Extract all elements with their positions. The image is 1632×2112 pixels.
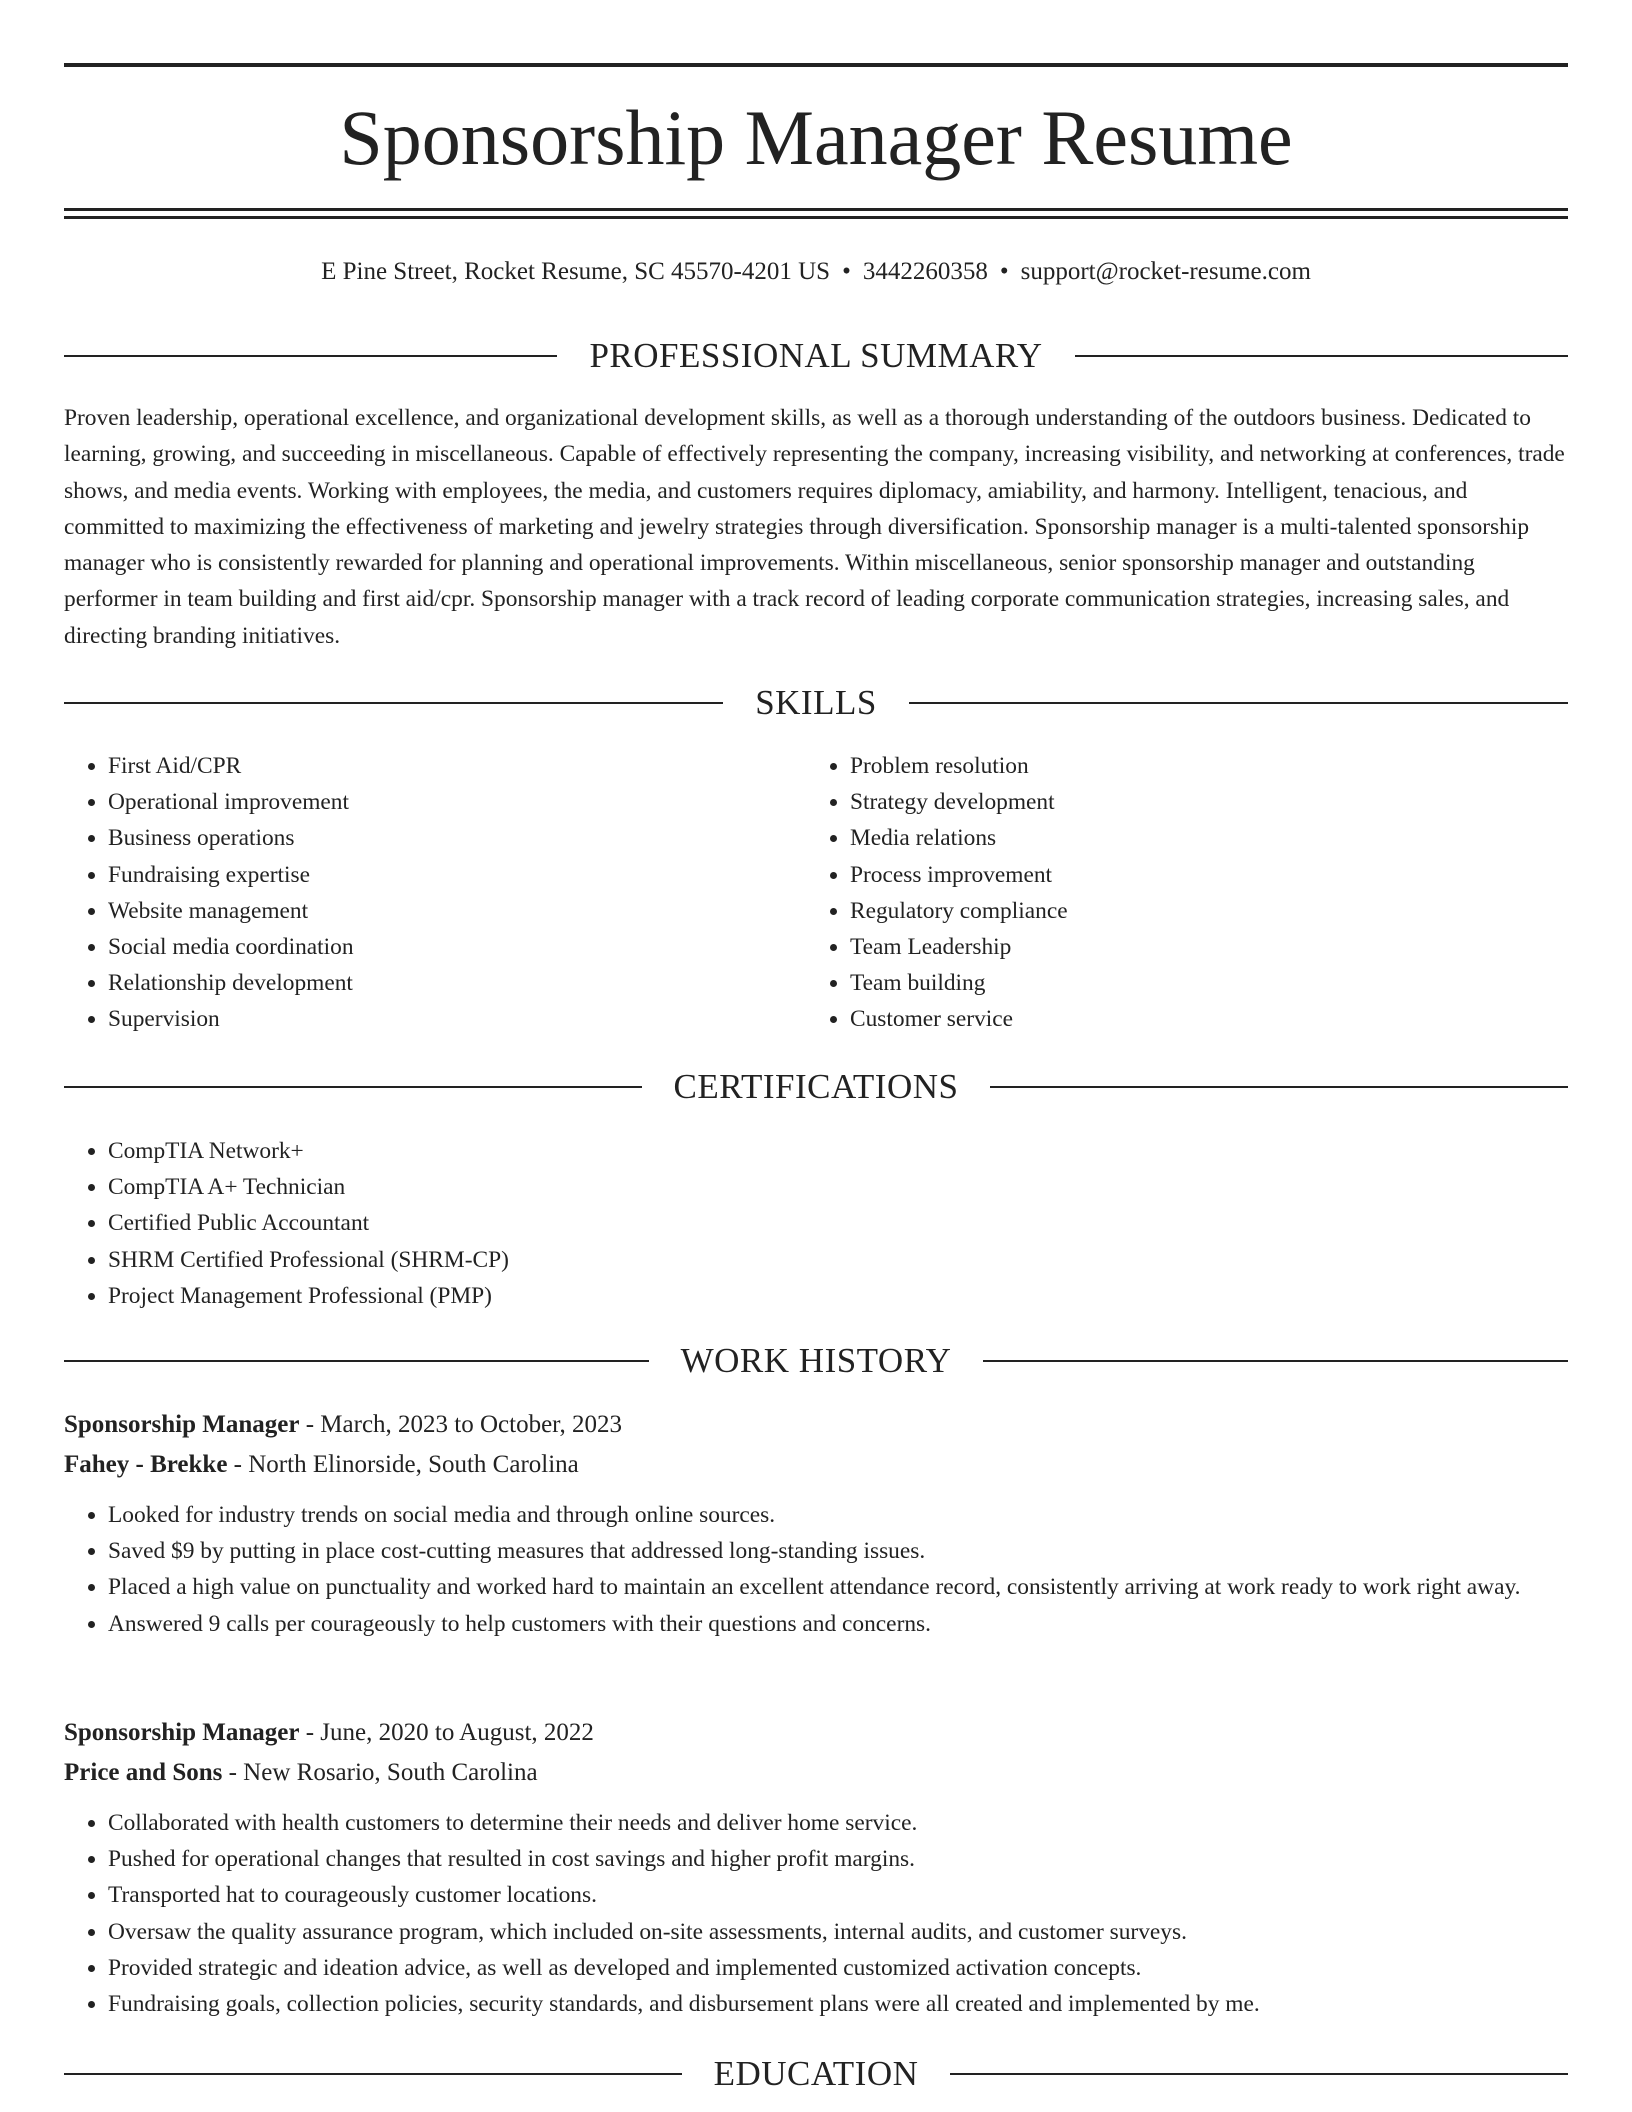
job-bullet: • Collaborated with health customers to determine their needs and deliver home service. [108,1805,1568,1841]
header-double-rule-lower [64,216,1568,219]
certification-item: • Certified Public Accountant [108,1205,1568,1241]
contact-address: E Pine Street, Rocket Resume, SC 45570-4201 US [321,258,831,285]
skill-item: • Website management [108,893,784,929]
contact-email: support@rocket-resume.com [1020,258,1311,285]
job-bullet: • Saved $9 by putting in place cost-cutting measures that addressed long-standing issues. [108,1533,1568,1569]
header-double-rule-upper [64,208,1568,211]
certification-item: • Project Management Professional (PMP) [108,1278,1568,1314]
skill-item: • Team building [850,965,1526,1001]
certifications-heading-label: CERTIFICATIONS [673,1067,959,1106]
skill-item: • Media relations [850,820,1526,856]
education-section-heading [64,2052,1568,2096]
work-section-heading [64,1339,1568,1383]
contact-line [64,254,1568,290]
heading-rule-right [909,702,1568,704]
job-company-line [64,1753,1568,1793]
heading-rule-left [64,1086,642,1088]
skill-item: • Business operations [108,820,784,856]
education-heading-label: EDUCATION [713,2054,919,2093]
job-bullet: • Transported hat to courageously customer locations. [108,1877,1568,1913]
heading-rule-right [950,2073,1568,2075]
certification-item: • CompTIA Network+ [108,1133,1568,1169]
job-title-line [64,1713,1568,1753]
job-bullet: • Provided strategic and ideation advice, as well as developed and implemented customized activation concepts. [108,1950,1568,1986]
certifications-section-heading [64,1065,1568,1109]
job-bullet: • Answered 9 calls per courageously to help customers with their questions and concerns. [108,1606,1568,1642]
skill-item: • Customer service [850,1001,1526,1037]
skill-item: • Strategy development [850,784,1526,820]
skill-item: • Fundraising expertise [108,857,784,893]
summary-section-heading [64,334,1568,378]
job-bullet: • Oversaw the quality assurance program, which included on-site assessments, internal audits, and customer surveys. [108,1914,1568,1950]
certification-item: • CompTIA A+ Technician [108,1169,1568,1205]
heading-rule-left [64,2073,682,2075]
heading-rule-left [64,702,723,704]
skill-item: • Process improvement [850,857,1526,893]
heading-rule-right [990,1086,1568,1088]
work-heading-label: WORK HISTORY [680,1341,952,1380]
skill-item: • First Aid/CPR [108,748,784,784]
job-company: Price and Sons [64,1759,223,1786]
contact-separator: • [999,258,1009,285]
heading-rule-left [64,1360,649,1362]
heading-rule-right [1075,355,1568,357]
skill-item: • Social media coordination [108,929,784,965]
skill-item: • Team Leadership [850,929,1526,965]
certifications-list [64,1133,1568,1314]
summary-text: Proven leadership, operational excellence, and organizational development skills, as well as a thorough understanding of the outdoors business. Dedicated to learning, growing, and succeeding in miscellaneous. Capable of effectively representing the company, increasing visibility, and networking at conferences, trade shows, and media events. Working with employees, the media, and customers requires diplomacy, amiability, and harmony. Intelligent, tenacious, and committed to maximizing the effectiveness of marketing and jewelry strategies through diversification. Sponsorship manager is a multi-talented sponsorship manager who is consistently rewarded for planning and operational improvements. Within miscellaneous, senior sponsorship manager and outstanding performer in team building and first aid/cpr. Sponsorship manager with a track record of leading corporate communication strategies, increasing sales, and directing branding initiatives. [64,405,1565,649]
job-bullet: • Looked for industry trends on social media and through online sources. [108,1497,1568,1533]
skills-column-right [806,748,1526,1038]
skill-item: • Regulatory compliance [850,893,1526,929]
heading-rule-left [64,355,557,357]
skills-heading-label: SKILLS [755,683,877,722]
summary-heading-label: PROFESSIONAL SUMMARY [589,336,1043,375]
job-company-line [64,1445,1568,1485]
job-bullet: • Placed a high value on punctuality and worked hard to maintain an excellent attendance record, consistently arriving at work ready to work right away. [108,1569,1568,1605]
job-location: - New Rosario, South Carolina [222,1759,538,1786]
skills-column-left [64,748,784,1038]
job-title: Sponsorship Manager [64,1719,300,1746]
job-dates: - June, 2020 to August, 2022 [299,1719,594,1746]
contact-separator: • [842,258,851,285]
header-top-rule [64,63,1568,67]
certification-item: • SHRM Certified Professional (SHRM-CP) [108,1242,1568,1278]
heading-rule-right [983,1360,1568,1362]
skill-item: • Problem resolution [850,748,1526,784]
page-title: Sponsorship Manager Resume [339,94,1293,181]
skill-item: • Operational improvement [108,784,784,820]
job-company: Fahey - Brekke [64,1451,228,1478]
job-dates: - March, 2023 to October, 2023 [299,1411,623,1438]
work-entry [64,1713,1568,2022]
job-bullet: • Fundraising goals, collection policies, security standards, and disbursement plans were all created and implemented by me. [108,1986,1568,2022]
job-title-line [64,1405,1568,1445]
job-bullet: • Pushed for operational changes that resulted in cost savings and higher profit margins. [108,1841,1568,1877]
job-title: Sponsorship Manager [64,1411,300,1438]
skill-item: • Supervision [108,1001,784,1037]
skills-section-heading [64,681,1568,725]
contact-phone: 3442260358 [862,258,988,285]
skill-item: • Relationship development [108,965,784,1001]
job-location: - North Elinorside, South Carolina [227,1451,579,1478]
work-entry [64,1405,1568,1642]
